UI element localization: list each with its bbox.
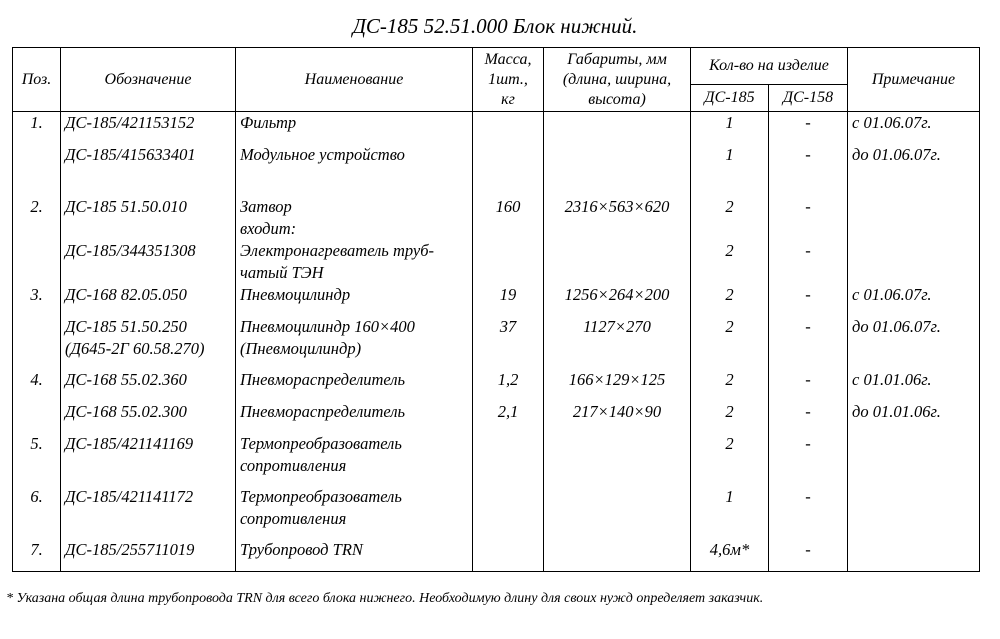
cell-pos: 3.: [13, 284, 61, 316]
cell-name-line: (Пневмоцилиндр): [240, 338, 362, 358]
cell-dims: [544, 486, 691, 539]
cell-name: [236, 486, 473, 539]
cell-note: с 01.06.07г.: [848, 284, 980, 316]
table-row: [13, 196, 980, 240]
cell-qty-ds158: -: [769, 539, 848, 572]
cell-pos: 6.: [13, 486, 61, 539]
cell-name-line: Трубопровод TRN: [240, 539, 363, 559]
cell-designation-line: (Д645-2Г 60.58.270): [65, 338, 205, 358]
cell-designation-line: ДС-185/421141169: [65, 433, 194, 453]
cell-dims: [544, 112, 691, 144]
header-mass-line: Масса,: [484, 50, 532, 68]
cell-qty-ds158: -: [769, 316, 848, 369]
cell-mass: 37: [473, 316, 544, 369]
cell-name-line: Электронагреватель труб-: [240, 240, 435, 260]
cell-mass: 2,1: [473, 401, 544, 433]
header-mass: [473, 48, 544, 112]
header-dims-line: (длина, ширина,: [562, 70, 672, 88]
table-row: [13, 240, 980, 284]
cell-name-line: Фильтр: [240, 113, 297, 132]
header-dims-line: высота): [588, 90, 646, 108]
table-row: [13, 486, 980, 539]
cell-mass: 19: [473, 284, 544, 316]
cell-qty-ds158: -: [769, 112, 848, 144]
header-pos: Поз.: [13, 48, 61, 112]
header-qty: Кол-во на изделие: [691, 48, 848, 85]
cell-mass: [473, 486, 544, 539]
cell-qty-ds158: -: [769, 240, 848, 284]
cell-qty-ds185: 2: [691, 369, 769, 401]
cell-name-line: сопротивления: [240, 455, 347, 475]
cell-name: [236, 539, 473, 572]
table-row: [13, 369, 980, 401]
cell-note: [848, 539, 980, 572]
cell-designation-line: ДС-185 51.50.250: [65, 316, 187, 336]
cell-name-line: Модульное устройство: [240, 144, 405, 164]
header-note: Примечание: [848, 48, 980, 112]
cell-note: [848, 486, 980, 539]
cell-qty-ds185: 1: [691, 144, 769, 196]
cell-note: до 01.06.07г.: [848, 316, 980, 369]
cell-designation: [61, 112, 236, 144]
cell-name-line: Термопреобразователь: [240, 486, 402, 506]
cell-name-line: Пневмоцилиндр 160×400: [240, 316, 415, 336]
cell-designation: [61, 144, 236, 196]
cell-name: [236, 369, 473, 401]
cell-qty-ds185: 2: [691, 284, 769, 316]
table-row: [13, 539, 980, 572]
cell-designation: [61, 240, 236, 284]
cell-qty-ds158: -: [769, 486, 848, 539]
cell-name-line: Пневмораспределитель: [240, 369, 406, 389]
header-name: Наименование: [236, 48, 473, 112]
cell-dims: 2316×563×620: [544, 196, 691, 240]
cell-mass: [473, 144, 544, 196]
cell-note: [848, 240, 980, 284]
cell-designation: [61, 369, 236, 401]
cell-qty-ds158: -: [769, 284, 848, 316]
cell-name: [236, 144, 473, 196]
header-mass-line: 1шт.,: [488, 70, 528, 88]
cell-designation: [61, 196, 236, 240]
cell-mass: [473, 539, 544, 572]
cell-qty-ds158: -: [769, 369, 848, 401]
cell-pos: [13, 240, 61, 284]
table-row: [13, 316, 980, 369]
cell-qty-ds185: 2: [691, 401, 769, 433]
cell-note: до 01.06.07г.: [848, 144, 980, 196]
cell-name-line: Затвор: [240, 196, 292, 216]
table-row: [13, 284, 980, 316]
header-qty-ds185: ДС-185: [691, 85, 769, 112]
cell-name: [236, 196, 473, 240]
header-mass-line: кг: [501, 90, 515, 108]
cell-designation-line: ДС-185/344351308: [65, 240, 196, 260]
cell-designation: [61, 316, 236, 369]
header-designation: Обозначение: [61, 48, 236, 112]
cell-designation-line: ДС-185/421153152: [65, 113, 195, 132]
cell-dims: [544, 240, 691, 284]
cell-dims: 1256×264×200: [544, 284, 691, 316]
cell-mass: [473, 240, 544, 284]
cell-mass: [473, 112, 544, 144]
cell-qty-ds185: 2: [691, 316, 769, 369]
cell-mass: 160: [473, 196, 544, 240]
cell-qty-ds158: -: [769, 433, 848, 486]
cell-name: [236, 433, 473, 486]
cell-note: до 01.01.06г.: [848, 401, 980, 433]
cell-mass: 1,2: [473, 369, 544, 401]
cell-dims: 217×140×90: [544, 401, 691, 433]
cell-designation: [61, 539, 236, 572]
cell-name-line: Пневмоцилиндр: [240, 284, 351, 304]
table-row: [13, 433, 980, 486]
cell-dims: 1127×270: [544, 316, 691, 369]
header-qty-ds158: ДС-158: [769, 85, 848, 112]
cell-pos: 1.: [13, 112, 61, 144]
cell-designation: [61, 433, 236, 486]
header-dims-line: Габариты, мм: [567, 50, 667, 68]
cell-designation: [61, 284, 236, 316]
cell-mass: [473, 433, 544, 486]
document-title: ДС-185 52.51.000 Блок нижний.: [352, 14, 638, 38]
footnote: * Указана общая длина трубопровода TRN для всего блока нижнего. Необходимую длину для своих нужд определяет заказчик.: [6, 591, 764, 606]
table-row: [13, 144, 980, 196]
cell-pos: 4.: [13, 369, 61, 401]
header-dims: [544, 48, 691, 112]
cell-note: [848, 196, 980, 240]
cell-designation-line: ДС-185 51.50.010: [65, 196, 187, 216]
cell-pos: [13, 401, 61, 433]
cell-qty-ds185: 1: [691, 112, 769, 144]
cell-designation-line: ДС-185/421141172: [65, 486, 194, 506]
cell-qty-ds158: -: [769, 196, 848, 240]
cell-qty-ds185: 2: [691, 196, 769, 240]
cell-designation-line: ДС-185/415633401: [65, 144, 196, 164]
cell-name: [236, 284, 473, 316]
table-row: [13, 401, 980, 433]
cell-note: с 01.06.07г.: [848, 112, 980, 144]
cell-pos: 7.: [13, 539, 61, 572]
cell-designation-line: ДС-168 82.05.050: [65, 284, 187, 304]
cell-qty-ds185: 4,6м*: [691, 539, 769, 572]
cell-name: [236, 112, 473, 144]
cell-dims: [544, 539, 691, 572]
cell-dims: [544, 433, 691, 486]
cell-qty-ds185: 2: [691, 433, 769, 486]
cell-pos: [13, 144, 61, 196]
cell-pos: 2.: [13, 196, 61, 240]
cell-qty-ds185: 1: [691, 486, 769, 539]
cell-qty-ds185: 2: [691, 240, 769, 284]
cell-pos: [13, 316, 61, 369]
cell-name-line: Пневмораспределитель: [240, 401, 406, 421]
cell-dims: [544, 144, 691, 196]
cell-name-line: Термопреобразователь: [240, 433, 402, 453]
cell-qty-ds158: -: [769, 401, 848, 433]
cell-name-line: чатый ТЭН: [240, 262, 324, 282]
table-row: [13, 112, 980, 144]
cell-name: [236, 240, 473, 284]
cell-designation-line: ДС-168 55.02.360: [65, 369, 187, 389]
cell-designation: [61, 486, 236, 539]
cell-name: [236, 316, 473, 369]
spec-table: [12, 47, 980, 572]
cell-designation-line: ДС-185/255711019: [65, 539, 195, 559]
cell-note: с 01.01.06г.: [848, 369, 980, 401]
cell-name: [236, 401, 473, 433]
cell-qty-ds158: -: [769, 144, 848, 196]
cell-name-line: входит:: [240, 218, 297, 238]
cell-note: [848, 433, 980, 486]
cell-name-line: сопротивления: [240, 508, 347, 528]
cell-designation-line: ДС-168 55.02.300: [65, 401, 187, 421]
cell-pos: 5.: [13, 433, 61, 486]
cell-dims: 166×129×125: [544, 369, 691, 401]
cell-designation: [61, 401, 236, 433]
